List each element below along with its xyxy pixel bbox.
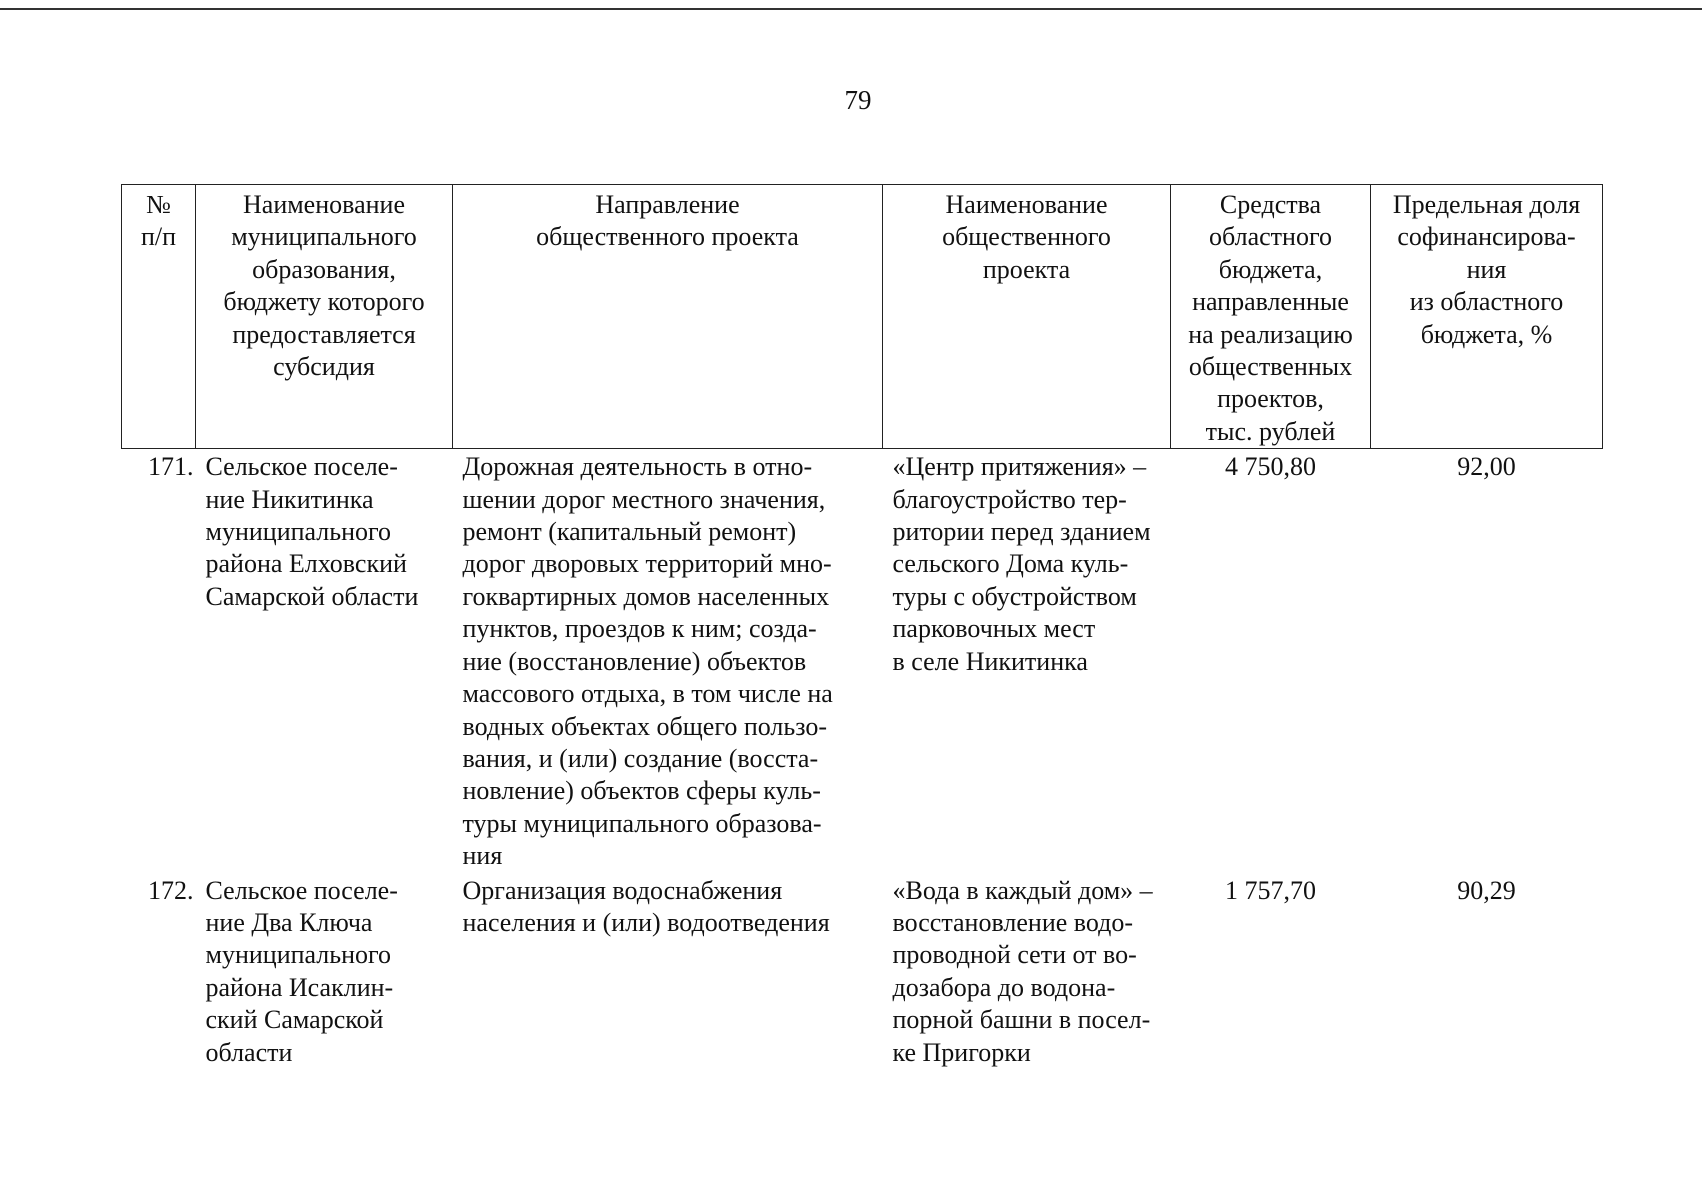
header-municipality: Наименование муниципального образования, бюджету которого предоставляется субсидия — [196, 185, 453, 449]
page-number: 79 — [844, 85, 872, 115]
top-rule — [0, 8, 1702, 10]
row-project-name: «Вода в каждый дом» – восстановление водо- проводной сети от во- дозабора до водона- порной башни в посел- ке Пригорки — [892, 875, 1153, 1067]
row-funds: 4 750,80 — [1225, 452, 1316, 482]
row-number: 172. — [148, 875, 194, 905]
table-body — [122, 449, 1603, 1075]
table-row — [122, 449, 1603, 873]
header-row — [122, 185, 1603, 449]
table-header — [122, 185, 1603, 449]
header-project-name: Наименование общественного проекта — [883, 185, 1171, 449]
subsidy-table — [121, 184, 1603, 1075]
row-funds: 1 757,70 — [1225, 875, 1316, 905]
row-direction: Организация водоснабжения населения и (или) водоотведения — [462, 875, 830, 937]
table-row — [122, 873, 1603, 1075]
header-share: Предельная доля софинансирова- ния из областного бюджета, % — [1371, 185, 1603, 449]
row-number: 171. — [148, 452, 194, 482]
row-project-name: «Центр притяжения» – благоустройство тер- ритории перед зданием сельского Дома куль- туры с обустройством парковочных мест в селе Никитинка — [892, 452, 1151, 676]
row-share: 92,00 — [1457, 452, 1516, 482]
header-direction: Направление общественного проекта — [453, 185, 883, 449]
row-municipality: Сельское поселе- ние Никитинка муниципального района Елховский Самарской области — [205, 452, 419, 611]
row-municipality: Сельское поселе- ние Два Ключа муниципального района Исаклин- ский Самарской области — [205, 875, 398, 1067]
row-share: 90,29 — [1457, 875, 1516, 905]
header-funds: Средства областного бюджета, направленные на реализацию общественных проектов, тыс. рублей — [1171, 185, 1371, 449]
header-number: № п/п — [122, 185, 196, 449]
row-direction: Дорожная деятельность в отно- шении дорог местного значения, ремонт (капитальный ремонт) дорог дворовых территорий мно- гоквартирных домов населенных пунктов, проездов к ним; созда- ние (восстановление) объектов массового отдыха, в том числе на водных объектах общего пользо- вания, и (или) создание (восста- новление) объектов сферы куль- туры муниципального образова- ния — [462, 452, 833, 871]
